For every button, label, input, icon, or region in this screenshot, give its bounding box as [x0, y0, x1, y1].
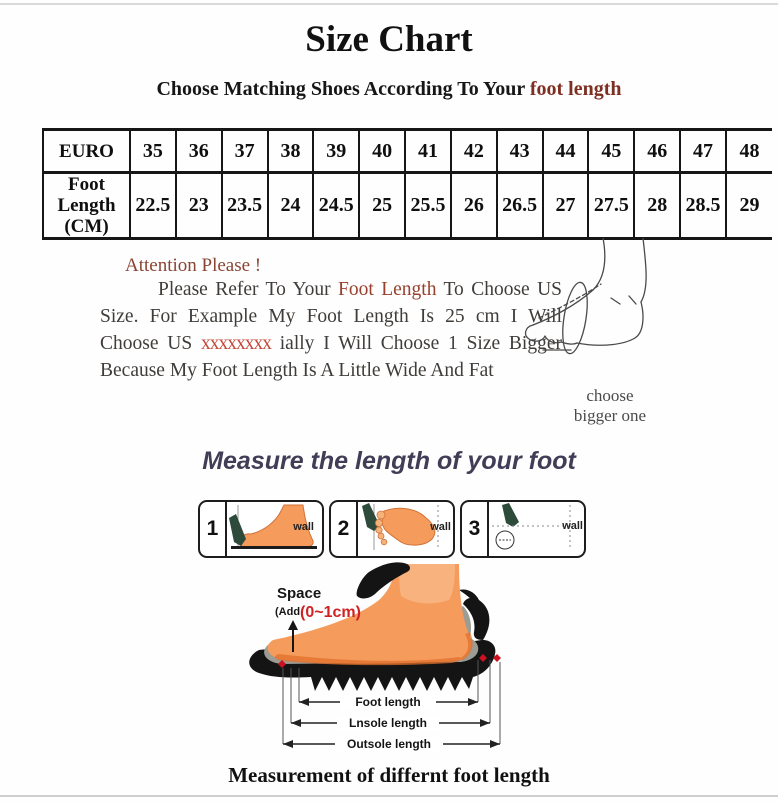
- cm-cell: 23.5: [222, 173, 268, 239]
- step-number: 3: [462, 502, 489, 556]
- pencil-icon: [502, 503, 519, 527]
- sketch-instep-line: [533, 238, 605, 325]
- step-number: 1: [200, 502, 227, 556]
- cm-cell: 24.5: [313, 173, 359, 239]
- space-label: Space: [277, 585, 322, 602]
- pencil-icon: [229, 514, 246, 546]
- illustration-caption: Measurement of differnt foot length: [228, 763, 550, 787]
- choose-note-line1: choose: [586, 386, 634, 405]
- size-cell: 48: [726, 130, 772, 173]
- subtitle-highlight: foot length: [529, 78, 622, 100]
- attention-heading: Attention Please !: [125, 255, 262, 276]
- space-range-label: (0~1cm): [300, 604, 361, 621]
- size-cell: 40: [359, 130, 405, 173]
- top-edge-line: [0, 3, 778, 5]
- sketch-leg-back-line: [641, 238, 646, 302]
- cm-cell: 23: [176, 173, 222, 239]
- size-cell: 35: [130, 130, 176, 173]
- foot-length-label-cell: Foot Length (CM): [43, 173, 130, 239]
- size-cell: 44: [543, 130, 589, 173]
- size-cell: 45: [588, 130, 634, 173]
- step-1-diagram: [227, 502, 322, 556]
- cm-cell: 26: [451, 173, 497, 239]
- attention-paragraph: [100, 276, 562, 384]
- choose-note-line2: bigger one: [573, 406, 647, 425]
- sketch-ankle-marks: [611, 296, 636, 304]
- cm-cell: 28: [634, 173, 680, 239]
- cm-cell: 29: [726, 173, 772, 239]
- toe-bump: [376, 527, 382, 533]
- wall-label: wall: [430, 521, 451, 533]
- cm-cell: 27: [543, 173, 589, 239]
- subtitle-text: Choose Matching Shoes According To Your: [156, 78, 530, 100]
- insole-length-arrow-label: Lnsole length: [349, 716, 427, 730]
- attention-text: Please Refer To Your: [158, 279, 339, 300]
- cm-cell: 22.5: [130, 173, 176, 239]
- cm-cell: 25.5: [405, 173, 451, 239]
- outsole-length-arrow-label: Outsole length: [347, 737, 431, 751]
- toe-bump: [378, 533, 384, 539]
- sketch-dashed-guide: [539, 284, 601, 318]
- wall-label: wall: [293, 521, 314, 533]
- foot-length-highlight: Foot Length: [338, 279, 437, 300]
- measure-steps-row: [198, 500, 586, 558]
- bottom-edge-line: [0, 795, 778, 797]
- toe-bump: [377, 511, 385, 519]
- step-number: 2: [331, 502, 358, 556]
- cm-cell: 28.5: [680, 173, 726, 239]
- size-cell: 37: [222, 130, 268, 173]
- step-box-2: [329, 500, 455, 558]
- euro-size-row: [43, 130, 772, 173]
- size-cell: 38: [268, 130, 314, 173]
- toe-bump: [381, 539, 387, 545]
- step-2-diagram: [358, 502, 453, 556]
- step-box-3: [460, 500, 586, 558]
- page-subtitle: [0, 78, 778, 101]
- footprint-illustration: [382, 508, 435, 545]
- cm-cell: 24: [268, 173, 314, 239]
- size-cell: 46: [634, 130, 680, 173]
- step-3-diagram: [489, 502, 584, 556]
- euro-label-cell: EURO: [43, 130, 130, 173]
- foot-length-arrow-label: Foot length: [355, 695, 421, 709]
- space-arrow-head: [288, 620, 298, 630]
- floor-line: [231, 546, 317, 549]
- size-cell: 42: [451, 130, 497, 173]
- size-cell: 47: [680, 130, 726, 173]
- wall-label: wall: [562, 520, 583, 532]
- page-title: Size Chart: [305, 19, 473, 60]
- foot-sketch-drawing: [515, 238, 690, 373]
- size-cell: 36: [176, 130, 222, 173]
- choose-bigger-note: [545, 386, 675, 426]
- space-add-label: (Add: [275, 606, 301, 618]
- size-cell: 39: [313, 130, 359, 173]
- ruler-circle-icon: [496, 531, 514, 549]
- size-cell: 41: [405, 130, 451, 173]
- size-chart-table: [42, 128, 772, 240]
- step-box-1: [198, 500, 324, 558]
- toe-bump: [375, 519, 382, 526]
- cm-cell: 27.5: [588, 173, 634, 239]
- foot-length-row: [43, 173, 772, 239]
- redacted-x-text: xxxxxxxx: [200, 333, 271, 354]
- foot-measurement-illustration: [225, 560, 575, 760]
- size-cell: 43: [497, 130, 543, 173]
- sketch-toes: [526, 325, 577, 344]
- cm-cell: 25: [359, 173, 405, 239]
- attention-text: To Choose US Size. For Example My Foot Length Is 25 cm I Will Choose US: [100, 279, 563, 354]
- cm-cell: 26.5: [497, 173, 543, 239]
- measure-heading: Measure the length of your foot: [202, 447, 576, 475]
- attention-text: ially I Will Choose 1 Size Bigger Because My Foot Length Is A Little Wide And Fat: [100, 333, 562, 381]
